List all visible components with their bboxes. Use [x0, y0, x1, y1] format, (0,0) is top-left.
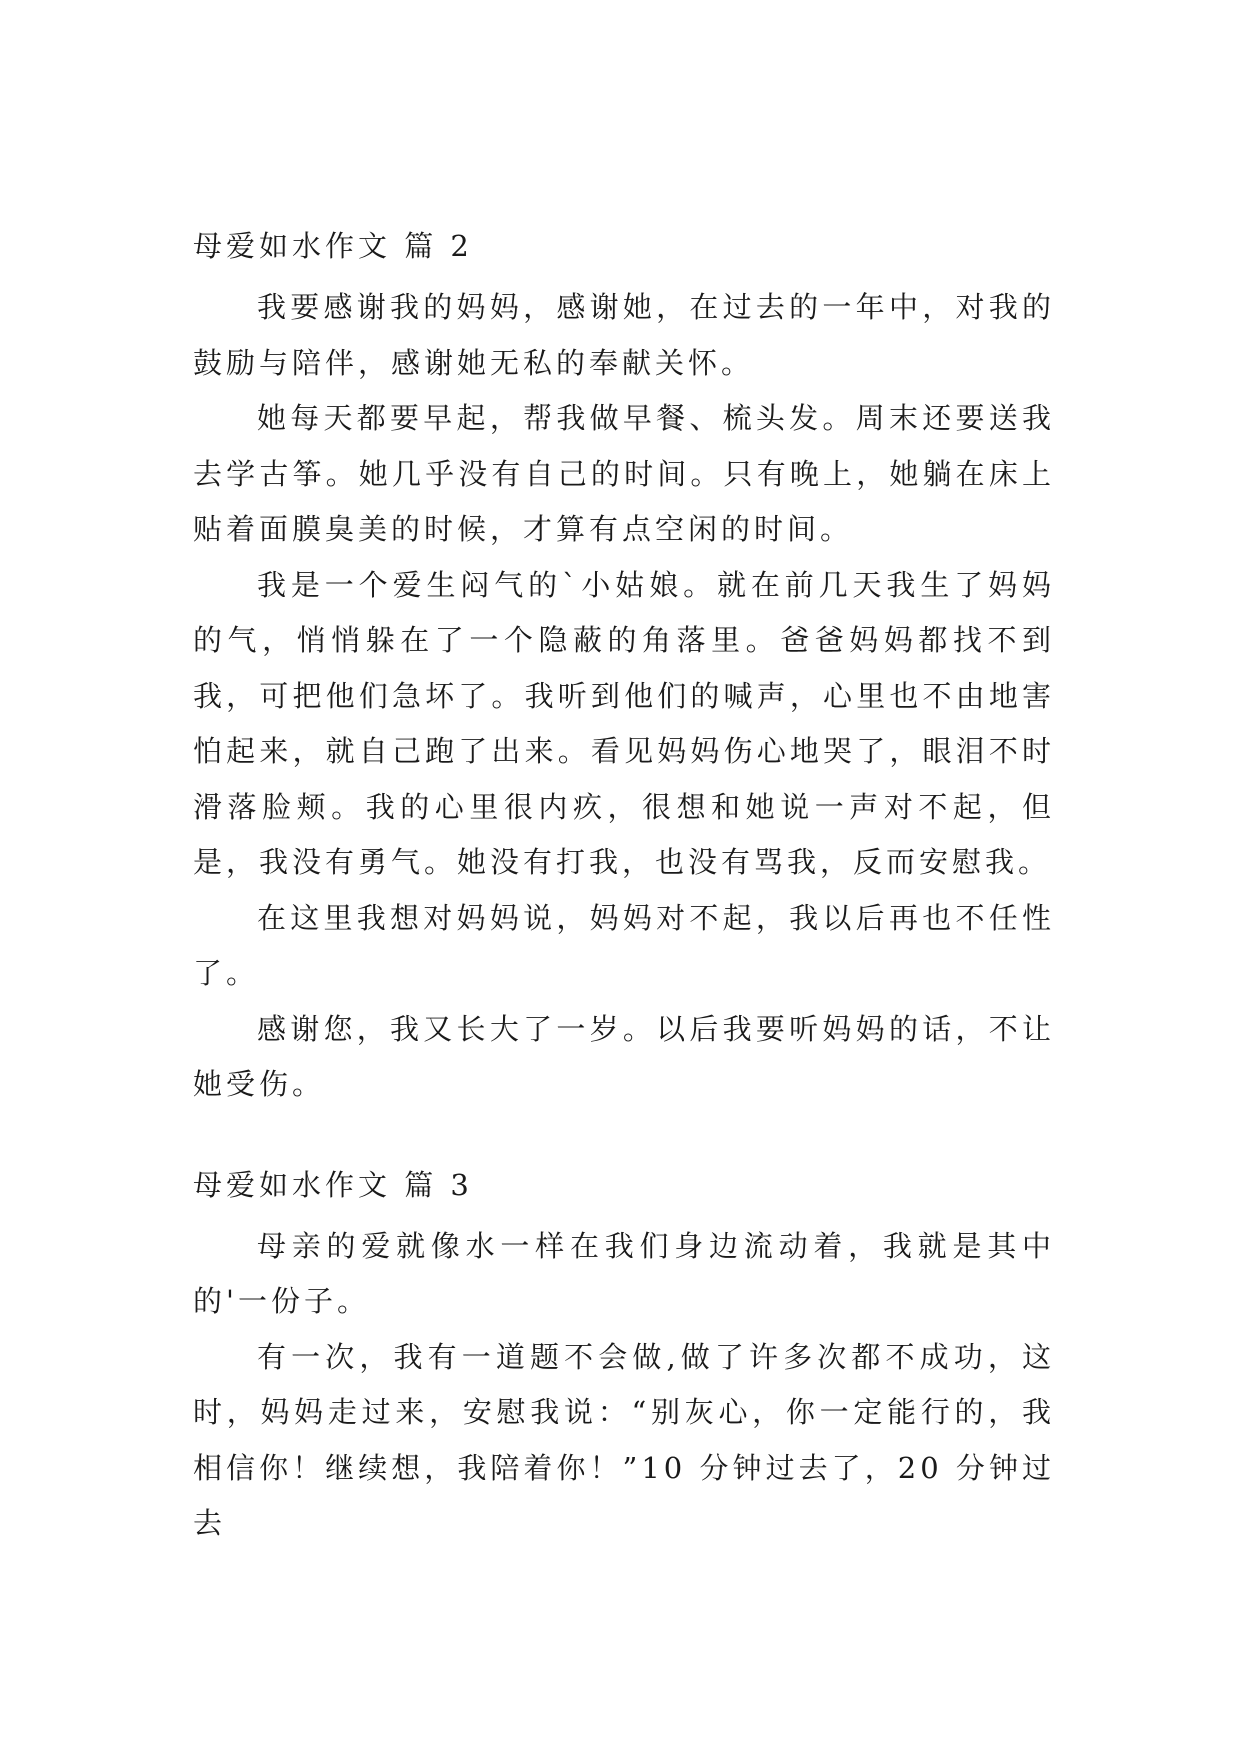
paragraph: 母亲的爱就像水一样在我们身边流动着，我就是其中的'一份子。	[193, 1228, 1055, 1318]
document-page	[193, 226, 1055, 1552]
paragraph: 我是一个爱生闷气的`小姑娘。就在前几天我生了妈妈的气，悄悄躲在了一个隐蔽的角落里。爸爸妈妈都找不到我，可把他们急坏了。我听到他们的喊声，心里也不由地害怕起来，就自己跑了出来。看见妈妈伤心地哭了，眼泪不时滑落脸颊。我的心里很内疚，很想和她说一声对不起，但是，我没有勇气。她没有打我，也没有骂我，反而安慰我。	[193, 567, 1055, 879]
paragraph: 在这里我想对妈妈说，妈妈对不起，我以后再也不任性了。	[193, 900, 1055, 990]
paragraph: 我要感谢我的妈妈，感谢她，在过去的一年中，对我的鼓励与陪伴，感谢她无私的奉献关怀。	[193, 290, 1055, 380]
essay-section-3	[193, 1165, 1055, 1552]
paragraph: 感谢您，我又长大了一岁。以后我要听妈妈的话，不让她受伤。	[193, 1011, 1055, 1101]
paragraph: 有一次，我有一道题不会做,做了许多次都不成功，这时，妈妈走过来，安慰我说：“别灰心，你一定能行的，我相信你！继续想，我陪着你！”10 分钟过去了，20 分钟过去	[193, 1339, 1055, 1540]
paragraph: 她每天都要早起，帮我做早餐、梳头发。周末还要送我去学古筝。她几乎没有自己的时间。只有晚上，她躺在床上贴着面膜臭美的时候，才算有点空闲的时间。	[193, 401, 1055, 546]
essay-section-2	[193, 226, 1055, 1113]
section-title: 母爱如水作文 篇 3	[193, 1167, 473, 1202]
section-title: 母爱如水作文 篇 2	[193, 229, 473, 263]
